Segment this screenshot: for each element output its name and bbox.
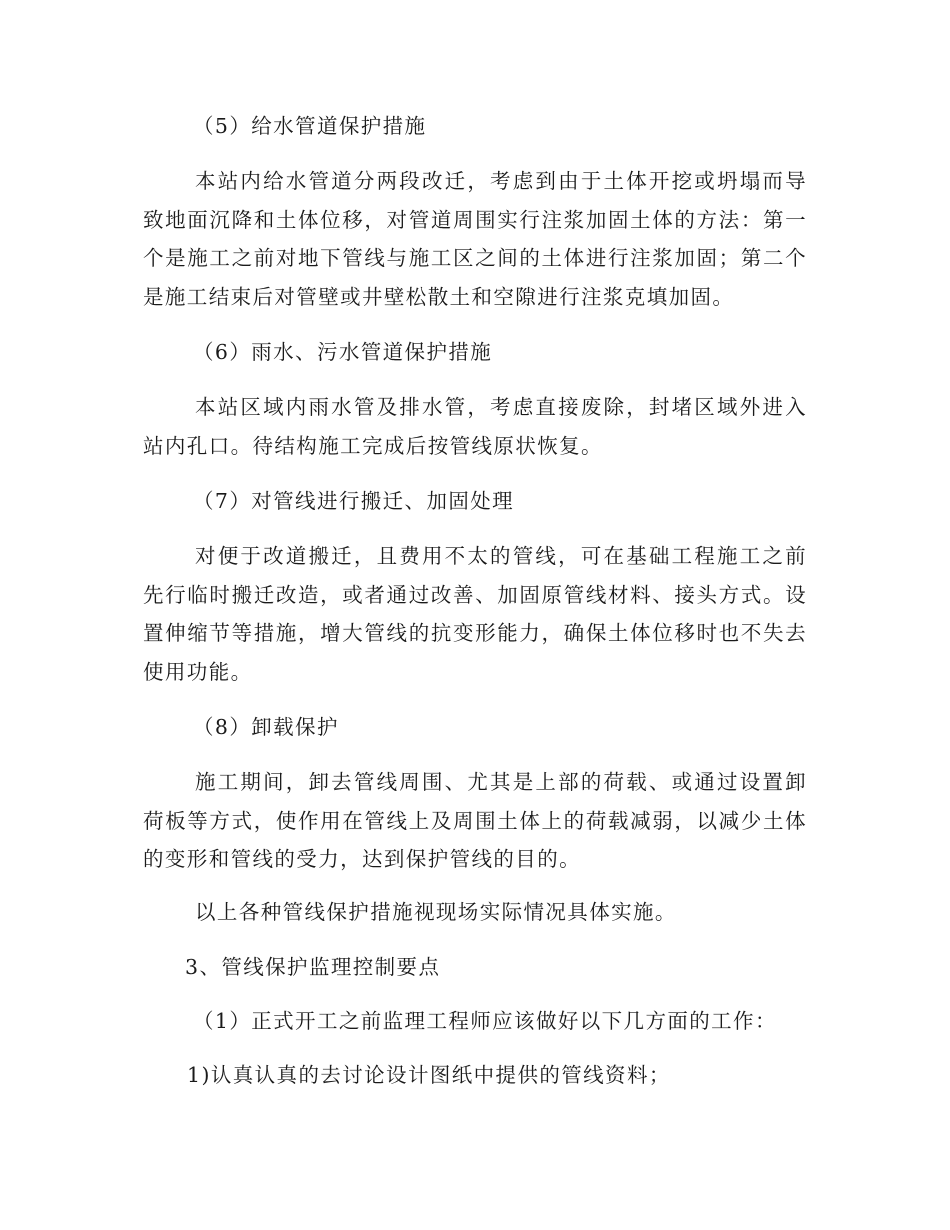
- section-paragraph-5: 本站内给水管道分两段改迁，考虑到由于土体开挖或坍塌而导致地面沉降和土体位移，对管道周围实行注浆加固土体的方法：第一个是施工之前对地下管线与施工区之间的土体进行注浆加固；第二个是施工结束后对管壁或井壁松散土和空隙进行注浆克填加固。: [143, 169, 807, 309]
- list-item-1: 1)认真认真的去讨论设计图纸中提供的管线资料；: [187, 1063, 671, 1087]
- section-heading-6: （6）雨水、污水管道保护措施: [193, 340, 493, 364]
- section-paragraph-8: 施工期间，卸去管线周围、尤其是上部的荷载、或通过设置卸荷板等方式，使作用在管线上及周围土体上的荷载减弱，以减少土体的变形和管线的受力，达到保护管线的目的。: [143, 770, 807, 871]
- section-paragraph-6: 本站区域内雨水管及排水管，考虑直接废除，封堵区域外进入站内孔口。待结构施工完成后按管线原状恢复。: [143, 395, 807, 458]
- document-body: [143, 104, 807, 1097]
- section-heading-5: （5）给水管道保护措施: [193, 114, 427, 138]
- section-paragraph-7: 对便于改道搬迁，且费用不太的管线，可在基础工程施工之前先行临时搬迁改造，或者通过改善、加固原管线材料、接头方式。设置伸缩节等措施，增大管线的抗变形能力，确保土体位移时也不失去使用功能。: [143, 544, 807, 684]
- section-heading-8: （8）卸载保护: [193, 715, 339, 739]
- item-1-heading: （1）正式开工之前监理工程师应该做好以下几方面的工作：: [193, 1009, 777, 1033]
- section-3-heading: 3、管线保护监理控制要点: [185, 955, 441, 979]
- summary-paragraph: 以上各种管线保护措施视现场实际情况具体实施。: [195, 899, 677, 924]
- section-heading-7: （7）对管线进行搬迁、加固处理: [193, 489, 515, 513]
